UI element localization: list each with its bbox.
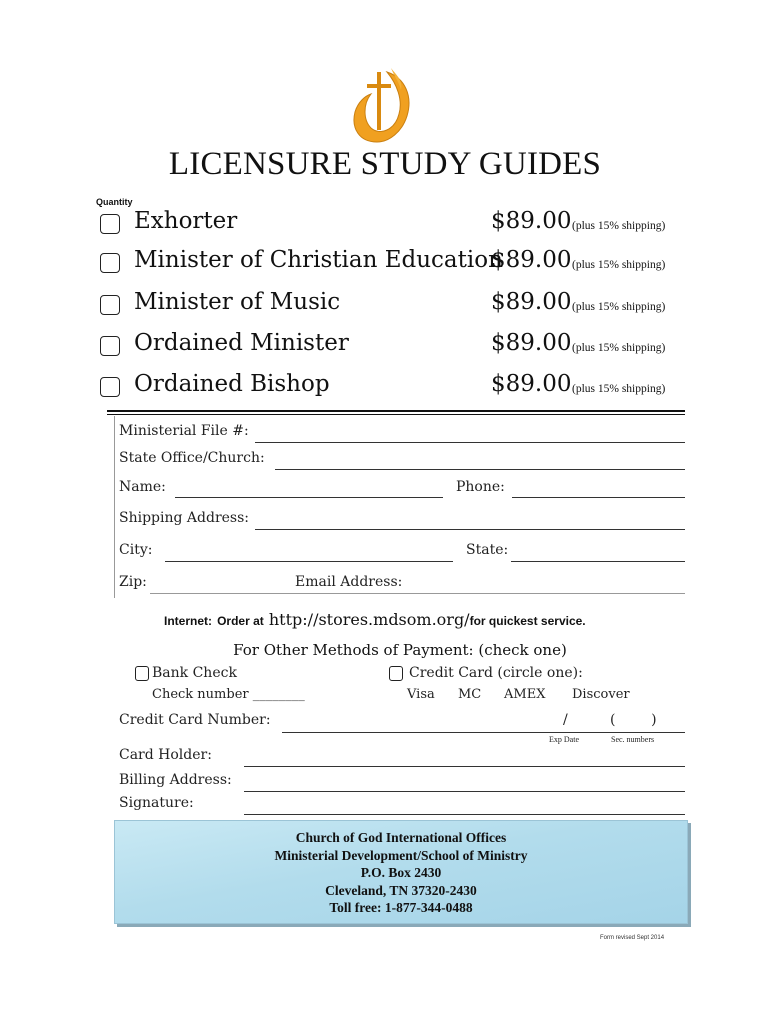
- file-field[interactable]: [255, 442, 685, 443]
- name-field[interactable]: [175, 497, 443, 498]
- item-shipping: (plus 15% shipping): [572, 220, 666, 232]
- item-shipping: (plus 15% shipping): [572, 259, 666, 271]
- file-label: Ministerial File #:: [119, 423, 249, 439]
- phone-label: Phone:: [456, 479, 505, 495]
- contact-line: Cleveland, TN 37320-2430: [325, 882, 477, 898]
- item-shipping: (plus 15% shipping): [572, 301, 666, 313]
- christian-education-checkbox[interactable]: [100, 253, 120, 273]
- contact-line: P.O. Box 2430: [360, 865, 442, 880]
- phone-field[interactable]: [512, 497, 685, 498]
- billing-address-field[interactable]: [244, 791, 685, 792]
- exp-date-caption: Exp Date: [549, 735, 579, 744]
- item-name: Minister of Christian Education: [134, 247, 503, 273]
- contact-box: [114, 820, 688, 924]
- store-link[interactable]: http://stores.mdsom.org/: [268, 610, 470, 629]
- billing-address-label: Billing Address:: [119, 772, 232, 788]
- contact-line: Church of God International Offices: [295, 830, 507, 845]
- cc-number-field[interactable]: [282, 732, 685, 733]
- contact-line: Ministerial Development/School of Ministry: [274, 847, 528, 863]
- state-label: State:: [466, 542, 509, 558]
- list-item: [100, 330, 690, 362]
- credit-card-label: Credit Card (circle one):: [409, 665, 583, 681]
- ordained-bishop-checkbox[interactable]: [100, 377, 120, 397]
- form-revised-note: Form revised Sept 2014: [600, 935, 665, 941]
- quantity-label: Quantity: [96, 197, 133, 207]
- mc-option[interactable]: MC: [458, 687, 482, 702]
- name-label: Name:: [119, 479, 166, 495]
- item-price: $89.00: [491, 330, 572, 356]
- payment-heading: For Other Methods of Payment: (check one): [233, 641, 567, 659]
- signature-label: Signature:: [119, 795, 194, 811]
- contact-line: Toll free: 1-877-344-0488: [329, 900, 473, 915]
- item-price: $89.00: [491, 247, 572, 273]
- discover-option[interactable]: Discover: [572, 687, 630, 702]
- item-price: $89.00: [491, 208, 572, 234]
- item-price: $89.00: [491, 371, 572, 397]
- bank-check-checkbox[interactable]: [135, 666, 149, 681]
- ordained-minister-checkbox[interactable]: [100, 336, 120, 356]
- item-shipping: (plus 15% shipping): [572, 342, 666, 354]
- divider: [114, 416, 115, 598]
- sec-parens: ( ): [610, 712, 657, 728]
- list-item: [100, 371, 690, 403]
- list-item: [100, 208, 690, 240]
- card-holder-field[interactable]: [244, 766, 685, 767]
- card-holder-label: Card Holder:: [119, 747, 212, 763]
- list-item: [100, 289, 690, 321]
- shipping-field[interactable]: [255, 529, 685, 530]
- item-name: Exhorter: [134, 208, 238, 234]
- page-title: LICENSURE STUDY GUIDES: [168, 146, 602, 182]
- item-name: Ordained Minister: [134, 330, 349, 356]
- shipping-label: Shipping Address:: [119, 510, 250, 526]
- email-label: Email Address:: [295, 574, 403, 590]
- item-name: Minister of Music: [134, 289, 341, 315]
- state-field[interactable]: [511, 561, 685, 562]
- church-logo-icon: [347, 66, 417, 148]
- list-item: [100, 247, 690, 279]
- item-shipping: (plus 15% shipping): [572, 383, 666, 395]
- check-number-field[interactable]: Check number ________: [152, 687, 305, 702]
- credit-card-checkbox[interactable]: [389, 666, 403, 681]
- exhorter-checkbox[interactable]: [100, 214, 120, 234]
- signature-field[interactable]: [244, 814, 685, 815]
- internet-label: Internet:: [164, 614, 212, 628]
- visa-option[interactable]: Visa: [407, 687, 435, 702]
- music-checkbox[interactable]: [100, 295, 120, 315]
- city-field[interactable]: [165, 561, 453, 562]
- divider: [107, 410, 685, 412]
- zip-email-field[interactable]: [150, 593, 685, 594]
- divider: [107, 414, 685, 415]
- city-label: City:: [119, 542, 153, 558]
- quickest-service-text: for quickest service.: [469, 614, 586, 628]
- amex-option[interactable]: AMEX: [504, 687, 546, 702]
- state-office-label: State Office/Church:: [119, 450, 265, 466]
- order-at-text: Order at: [217, 614, 264, 628]
- item-price: $89.00: [491, 289, 572, 315]
- cc-number-label: Credit Card Number:: [119, 712, 271, 728]
- bank-check-label: Bank Check: [152, 665, 237, 681]
- zip-label: Zip:: [119, 574, 147, 590]
- state-office-field[interactable]: [275, 469, 685, 470]
- item-name: Ordained Bishop: [134, 371, 330, 397]
- sec-numbers-caption: Sec. numbers: [611, 735, 655, 744]
- internet-order-line: [164, 610, 586, 629]
- exp-slash: /: [563, 712, 568, 728]
